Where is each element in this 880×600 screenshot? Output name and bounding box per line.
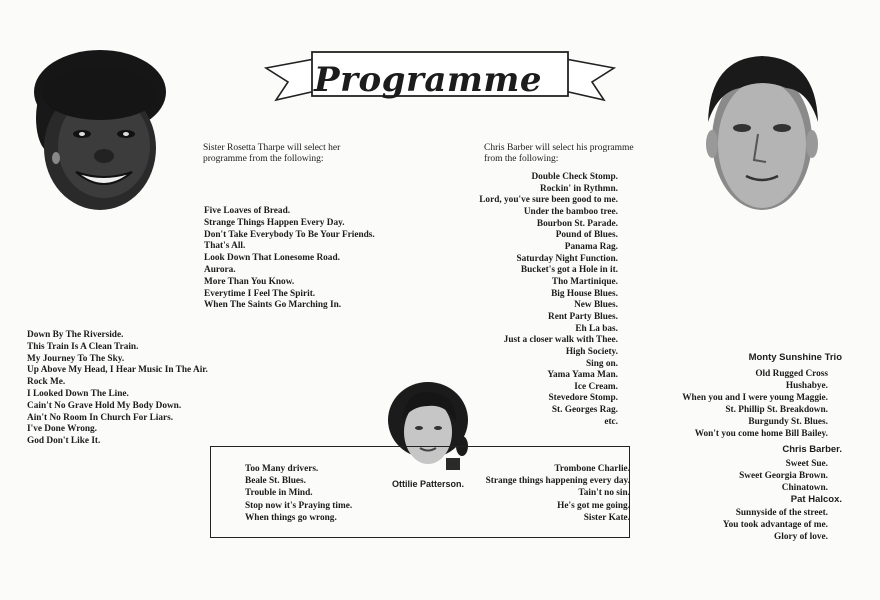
list-item: I've Done Wrong. [27,424,97,435]
list-item: Bourbon St. Parade. [536,218,618,229]
rosetta-song-list-b [27,330,208,448]
list-item: Strange Things Happen Every Day. [204,217,345,228]
list-item: Sweet Sue. [785,459,828,469]
list-item: I Looked Down The Line. [27,388,129,399]
chris-barber-portrait [700,48,824,212]
list-item: Double Check Stomp. [531,172,618,182]
rosetta-intro: Sister Rosetta Tharpe will select her programme from the following: [203,143,341,164]
list-item: etc. [604,416,618,427]
list-item: Trombone Charlie. [554,464,630,474]
list-item: Trouble in Mind. [245,488,313,499]
list-item: Stevedore Stomp. [548,393,618,404]
chris-heading: Chris Barber. [782,444,842,455]
list-item: Eh La bas. [575,323,618,334]
list-item: New Blues. [574,300,618,311]
list-item: Rockin' in Rythmn. [540,183,618,194]
list-item: Yama Yama Man. [547,370,618,381]
list-item: Rent Party Blues. [548,311,618,322]
rosetta-song-list-a [204,206,375,312]
list-item: Beale St. Blues. [245,476,306,487]
list-item: Sweet Georgia Brown. [739,471,828,481]
list-item: Stop now it's Praying time. [245,500,353,511]
list-item: St. Georges Rag. [551,405,618,416]
list-item: Panama Rag. [564,241,618,252]
list-item: Lord, you've sure been good to me. [479,195,618,206]
list-item: Pound of Blues. [555,230,618,241]
list-item: When you and I were young Maggie. [682,393,828,403]
list-item: Old Rugged Cross [755,369,828,379]
list-item: Don't Take Everybody To Be Your Friends. [204,229,375,240]
list-item: Ain't No Room In Church For Liars. [27,412,174,423]
list-item: He's got me going. [557,500,630,511]
chris-song-list [642,458,828,494]
list-item: Everytime I Feel The Spirit. [204,288,316,299]
list-item: My Journey To The Sky. [27,353,125,364]
list-item: Chinatown. [781,483,828,493]
list-item: Under the bamboo tree. [523,206,618,217]
list-item: Ice Cream. [574,381,618,392]
list-item: Hushabye. [785,381,828,391]
ottilie-song-list-right [470,463,630,524]
list-item: Aurora. [204,264,236,275]
pat-heading: Pat Halcox. [790,494,842,505]
list-item: That's All. [204,241,246,252]
page-title: Programme [314,60,542,100]
list-item: Tain't no sin. [578,488,630,499]
list-item: Cain't No Grave Hold My Body Down. [27,400,182,411]
list-item: Burgundy St. Blues. [748,417,828,427]
list-item: Sing on. [585,358,618,369]
list-item: Sister Kate. [583,512,630,523]
rosetta-tharpe-portrait [28,48,168,212]
list-item: When The Saints Go Marching In. [204,300,342,311]
ottilie-name: Ottilie Patterson. [391,479,464,489]
list-item: Too Many drivers. [245,464,319,474]
list-item: High Society. [565,346,618,357]
list-item: Sunnyside of the street. [735,508,828,518]
list-item: Down By The Riverside. [27,330,124,340]
ottilie-song-list-left [245,463,352,524]
list-item: You took advantage of me. [722,520,828,530]
barber-song-list [470,172,618,428]
list-item: Just a closer walk with Thee. [503,335,618,346]
list-item: Rock Me. [27,377,66,388]
list-item: St. Phillip St. Breakdown. [725,405,828,415]
barber-intro: Chris Barber will select his programme from the following: [484,143,634,164]
list-item: This Train Is A Clean Train. [27,341,139,352]
monty-heading: Monty Sunshine Trio [748,352,842,363]
list-item: Big House Blues. [551,288,618,299]
monty-song-list [642,368,828,440]
list-item: Tho Martinique. [551,276,618,287]
pat-song-list [642,507,828,543]
list-item: Strange things happening every day. [485,476,630,487]
list-item: More Than You Know. [204,276,295,287]
list-item: Up Above My Head, I Hear Music In The Air. [27,365,208,376]
list-item: When things go wrong. [245,512,337,523]
list-item: Won't you come home Bill Bailey. [694,429,828,439]
list-item: Saturday Night Function. [516,253,618,264]
list-item: Bucket's got a Hole in it. [520,265,618,276]
list-item: Glory of love. [774,532,828,542]
list-item: Five Loaves of Bread. [204,206,291,216]
list-item: God Don't Like It. [27,436,101,447]
list-item: Look Down That Lonesome Road. [204,253,340,264]
